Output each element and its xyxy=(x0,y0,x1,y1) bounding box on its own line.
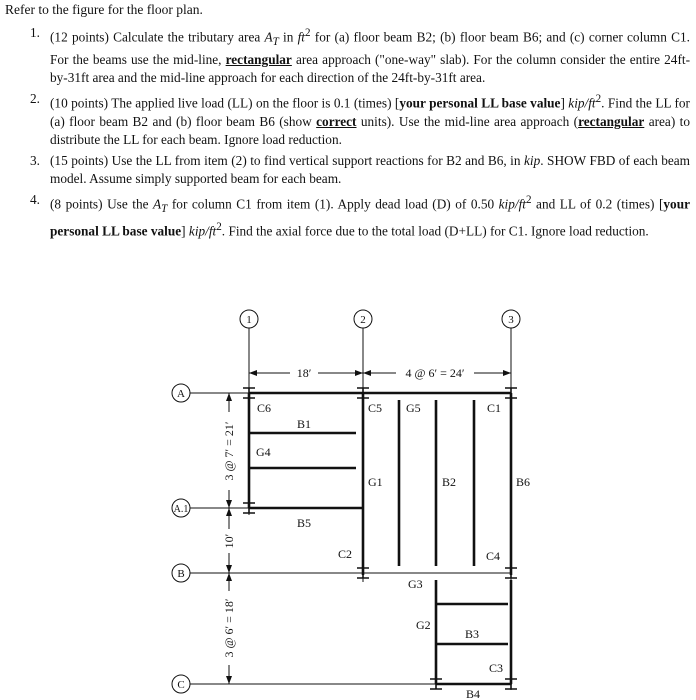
text: The applied live load (LL) on the floor is 0.1 (times) [ xyxy=(111,95,400,111)
points: (15 points) xyxy=(50,152,109,168)
emphasis: your personal LL base value xyxy=(399,95,561,111)
points: (10 points) xyxy=(50,95,109,111)
text: in xyxy=(278,29,298,45)
grid-label-C: C xyxy=(177,679,185,691)
question-4 xyxy=(0,191,690,241)
label-g5: G5 xyxy=(406,401,421,415)
dim-left-2: 10′ xyxy=(222,533,236,549)
symbol: A xyxy=(264,29,273,45)
text: for (a) floor beam B2; (b) floor beam B6; and (c) corner column C1. For the beams use the mid-line, xyxy=(50,29,690,68)
question-3 xyxy=(0,152,690,188)
unit-exp: 2 xyxy=(525,193,532,206)
label-b4: B4 xyxy=(466,687,481,700)
question-list xyxy=(0,24,690,243)
text: for column C1 from item (1). Apply dead load (D) of 0.50 xyxy=(167,195,499,211)
dim-top-left: 18′ xyxy=(296,366,312,380)
question-number: 3. xyxy=(30,152,40,168)
label-c4: C4 xyxy=(486,549,501,563)
label-c6: C6 xyxy=(257,401,272,415)
unit: ft xyxy=(297,29,305,45)
question-2 xyxy=(0,90,690,148)
label-g4: G4 xyxy=(256,445,271,459)
floor-plan-figure xyxy=(0,300,696,700)
label-g2: G2 xyxy=(416,618,431,632)
text: . SHOW FBD of each beam model. Assume simply supported beam for each beam. xyxy=(50,152,691,186)
grid-label-3: 3 xyxy=(508,314,514,326)
text: units). Use the mid-line area approach ( xyxy=(356,113,579,129)
grid-label-A1: A.1 xyxy=(173,504,189,515)
unit: kip/ft xyxy=(568,95,596,111)
label-c1: C1 xyxy=(487,401,502,415)
label-g1: G1 xyxy=(368,475,383,489)
label-b6: B6 xyxy=(516,475,531,489)
grid-label-1: 1 xyxy=(246,314,252,326)
emphasis: correct xyxy=(316,113,357,129)
text: area approach ("one-way" slab). For the column consider the entire 24ft-by-31ft area and the mid-line approach for each direction of the 24ft-by-31ft area. xyxy=(50,52,690,86)
label-b3: B3 xyxy=(465,627,480,641)
symbol-sub: T xyxy=(161,202,168,215)
text: ] xyxy=(181,223,189,238)
emphasis: rectangular xyxy=(578,113,645,129)
emphasis: rectangular xyxy=(225,52,292,68)
question-number: 2. xyxy=(30,91,40,107)
label-b5: B5 xyxy=(297,516,312,530)
text: Use the xyxy=(107,195,154,211)
text: . Find the axial force due to the total load (D+LL) for C1. Ignore load reduction. xyxy=(221,223,649,238)
question-1 xyxy=(0,24,690,87)
dim-left-1: 3 @ 7′ = 21′ xyxy=(222,421,236,481)
text: Use the LL from item (2) to find vertical support reactions for B2 and B6, in xyxy=(111,152,524,168)
text: and LL of 0.2 (times) [ xyxy=(531,195,664,211)
grid-label-A: A xyxy=(177,388,185,400)
label-c5: C5 xyxy=(368,401,383,415)
dim-top-right: 4 @ 6′ = 24′ xyxy=(405,366,465,380)
points: (8 points) xyxy=(50,195,103,211)
unit: kip/ft xyxy=(188,223,217,238)
unit: kip xyxy=(524,152,541,168)
text: Calculate the tributary area xyxy=(113,29,265,45)
points: (12 points) xyxy=(50,29,109,45)
question-number: 4. xyxy=(30,191,40,207)
grid-label-2: 2 xyxy=(360,314,366,326)
unit-exp: 2 xyxy=(595,93,602,106)
text: . Find the LL for (a) floor beam B2 and (b) floor beam B6 (show xyxy=(50,95,690,129)
question-number: 1. xyxy=(30,25,40,40)
symbol-sub: T xyxy=(272,36,279,49)
symbol: A xyxy=(153,195,162,211)
emphasis: your personal LL base value xyxy=(50,195,690,238)
intro-text: Refer to the figure for the floor plan. xyxy=(5,2,203,17)
unit-exp: 2 xyxy=(305,27,311,39)
unit-exp: 2 xyxy=(216,220,222,233)
label-c3: C3 xyxy=(489,661,504,675)
text: area) to distribute the LL for each beam. Ignore load reduction. xyxy=(50,113,690,147)
label-g3: G3 xyxy=(408,577,423,591)
text: ] xyxy=(560,95,569,111)
label-b2: B2 xyxy=(442,475,457,489)
dim-left-3: 3 @ 6′ = 18′ xyxy=(222,598,236,658)
label-c2: C2 xyxy=(338,547,353,561)
label-b1: B1 xyxy=(297,417,312,431)
unit: kip/ft xyxy=(498,195,526,211)
grid-label-B: B xyxy=(177,568,185,580)
